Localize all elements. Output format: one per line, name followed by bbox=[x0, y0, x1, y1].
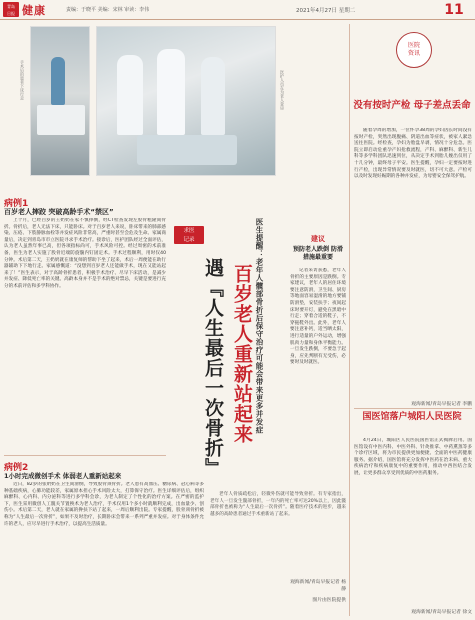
emblem-line1: 医院 bbox=[407, 42, 420, 49]
hospital-news-emblem bbox=[396, 32, 432, 68]
issue-date: 2021年4月27日 星期二 bbox=[296, 8, 356, 14]
newspaper-logo bbox=[3, 2, 19, 17]
article2-body: 4月24日，城阳区人民医院国医馆正式揭牌启用。国医馆设有中医内科、中医外科、针灸推拿、中药熏蒸等多个诊疗区域，将为市民提供更加便捷、全面的中医药健康服务。据介绍，国医馆将充分发挥中医药在治未病、重大疾病治疗和疾病康复中的重要作用，推动中西医结合发展，让更多群众享受到优质的中医药服务。 bbox=[354, 438, 472, 476]
case2-label: 病例2 bbox=[4, 463, 29, 473]
photo-caption-right: 医护人员在为老人查房 bbox=[280, 70, 285, 110]
suggestion-photo-credit: 图片由医院提供 bbox=[312, 598, 346, 603]
photo-doctor-2-shape bbox=[157, 49, 185, 135]
case1-title: 百岁老人摔跤 突破高龄手术“禁区” bbox=[4, 208, 114, 216]
page-number: 11 bbox=[444, 2, 464, 18]
suggestion-source: 观海新闻/青岛早报记者 杨静 bbox=[290, 580, 346, 592]
article2-title: 国医馆落户城阳人民医院 bbox=[362, 412, 462, 422]
feature-tag-line2: 记录 bbox=[183, 236, 195, 243]
suggestion-label: 建议 bbox=[311, 235, 325, 243]
suggestion-body: 记者采访获悉，老年人骨折的主要原因是跌倒。专家建议，老年人的居住环境要注意防滑，卫生间、厨房等地面容易湿滑的地方要铺防滑垫，安装扶手；夜间起床时要开灯，避免在黑暗中行走；穿着合适的鞋子，不穿拖鞋外出。此外，老年人要注意补钙，适当晒太阳，进行适量的户外运动，增强肌肉力量和身体平衡能力。一旦发生跌倒，不要急于起身，应先判断有无受伤，必要时及时就医。 bbox=[290, 268, 346, 366]
case2-title: 1小时完成微创手术 体弱老人重新站起来 bbox=[4, 472, 122, 480]
suggestion-heading bbox=[290, 234, 346, 262]
photo-doctor-3-shape bbox=[201, 57, 225, 135]
column-divider bbox=[349, 24, 350, 616]
masthead bbox=[0, 0, 475, 20]
case1-label: 病例1 bbox=[4, 199, 29, 209]
section-title: 健康 bbox=[22, 4, 46, 17]
photo-doctor-1-shape bbox=[117, 55, 143, 135]
article2-source: 观海新闻/青岛早报记者 徐文 bbox=[411, 610, 472, 615]
photo-caption-left: 手术后的患者下床行走 bbox=[20, 60, 25, 100]
logo-line-2: 日报 bbox=[7, 11, 15, 16]
photo-patient-bed-shape bbox=[137, 135, 237, 165]
article-divider bbox=[354, 408, 472, 409]
suggestion-title: 预防老人跌倒 防滑措施最重要 bbox=[292, 246, 344, 261]
article1-title: 没有按时产检 母子差点丢命 bbox=[353, 100, 471, 111]
logo-line-1: 青岛 bbox=[7, 4, 15, 9]
case-divider bbox=[4, 455, 166, 456]
feature-tag bbox=[174, 226, 204, 244]
staff-credits: 责编：于晓平 美编：宋林 审读：李伟 bbox=[66, 7, 150, 13]
case2-body: 近日，82岁的张奶奶在卫生间滑倒，导致股骨颈骨折。老人患有高血压、糖尿病、冠心病等多种基础疾病，心肺功能较差，家属原本担心手术风险太大，打算保守治疗。医生详细评估后，组织麻醉科、心内科、内分泌科等进行多学科会诊，为老人制定了个性化的治疗方案。在严密的监护下，医生采用微创人工髋关节置换术为老人治疗，手术仅用1个多小时就顺利完成，出血量少、创伤小。术后第二天，老人就在家属的搀扶下站了起来，一周后顺利出院。专家提醒，股骨颈骨折被称为“人生最后一次骨折”，如果不及时治疗，长期卧床会带来一系列严重并发症。对于身体条件允许的老人，应尽早进行手术治疗，以提高生活质量。 bbox=[4, 482, 204, 527]
photo-ward-round bbox=[96, 26, 276, 176]
photo-patient-walking bbox=[30, 26, 90, 176]
case1-body: 上个月，已经百岁的王奶奶在家不慎摔倒，经CT检查发现左股骨粗隆间骨折。骨折后，老人无法下床，只能卧床。对于百岁老人来说，卧床带来的肺部感染、压疮、下肢静脉血栓等并发症风险非常高，严重时甚至会危及生命。家属商量后，决定到青岛市市立医院寻求手术治疗。接诊后，医护团队经过全面评估，认为老人虽然年事已高，但各项指标尚可，手术风险可控。经过周密的术前准备，医生为老人实施了股骨近端防旋髓内钉固定术。手术过程顺利，用时仅40分钟。术后第二天，王奶奶就在康复师的帮助下坐了起来，术后一周便能在助行器辅助下下地行走。家属感慨道：“没想到百岁老人还能做手术，现在又能站起来了！”医生表示，对于高龄骨折患者，积极手术治疗、尽早下床活动，是减少并发症、降低死亡率的关键。高龄本身并不是手术的绝对禁忌，关键是要进行充分的术前评估和多学科协作。 bbox=[4, 218, 166, 289]
feature-quote: 老年人骨质疏松后，轻微外伤就可能导致骨折。有专家指出，老年人一旦发生髋部骨折，一年内的死亡率可达20%以上，因此髋部骨折也被称为“人生最后一次骨折”。随着医疗技术的进步，越来越多的高龄患者通过手术重新站了起来。 bbox=[210, 492, 346, 517]
feature-headline-2: 遇『人生最后一次骨折』 bbox=[202, 258, 224, 478]
feature-tag-line1: 求医 bbox=[183, 228, 195, 234]
feature-headline: 百岁老人重新站起来 bbox=[231, 264, 253, 444]
photo-person-shape bbox=[51, 57, 65, 105]
feature-subhead: 医生提醒：老年人髋部骨折后保守治疗可能会带来更多并发症 bbox=[255, 218, 264, 434]
emblem-line2: 资讯 bbox=[407, 50, 420, 57]
article1-body: 随着孕周的增加，一位怀孕38周的孕妇因长时间没有按时产检，突然出现腹痛、阴道出血等症状，被家人紧急送往医院。经检查，孕妇为胎盘早剥，情况十分危急。医院立即启动危重孕产妇抢救流程，产科、麻醉科、新生儿科等多学科团队迅速到位，从决定手术到胎儿娩出仅用了十几分钟，最终母子平安。医生提醒，孕妇一定要按时进行产检，出现异常情况要及时就医，切不可大意。产检可以及时发现妊娠期的各种并发症，为母婴安全保驾护航。 bbox=[354, 128, 472, 180]
photo-bed-shape bbox=[37, 105, 85, 135]
article1-source: 观海新闻/青岛早报记者 李鹏 bbox=[411, 402, 472, 407]
